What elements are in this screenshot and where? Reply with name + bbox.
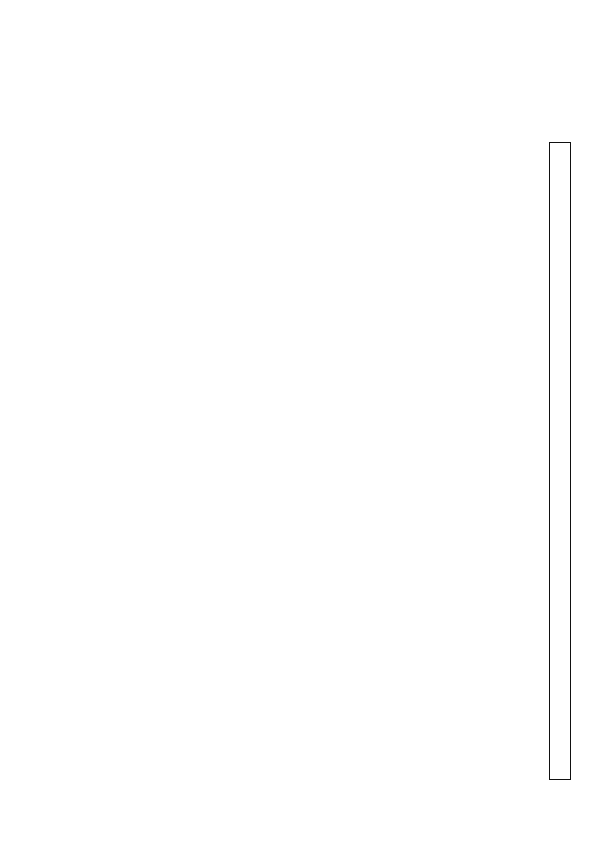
poem-block-top (60, 30, 544, 360)
poem-block-bottom (58, 382, 538, 762)
submission-title-box (549, 142, 571, 780)
